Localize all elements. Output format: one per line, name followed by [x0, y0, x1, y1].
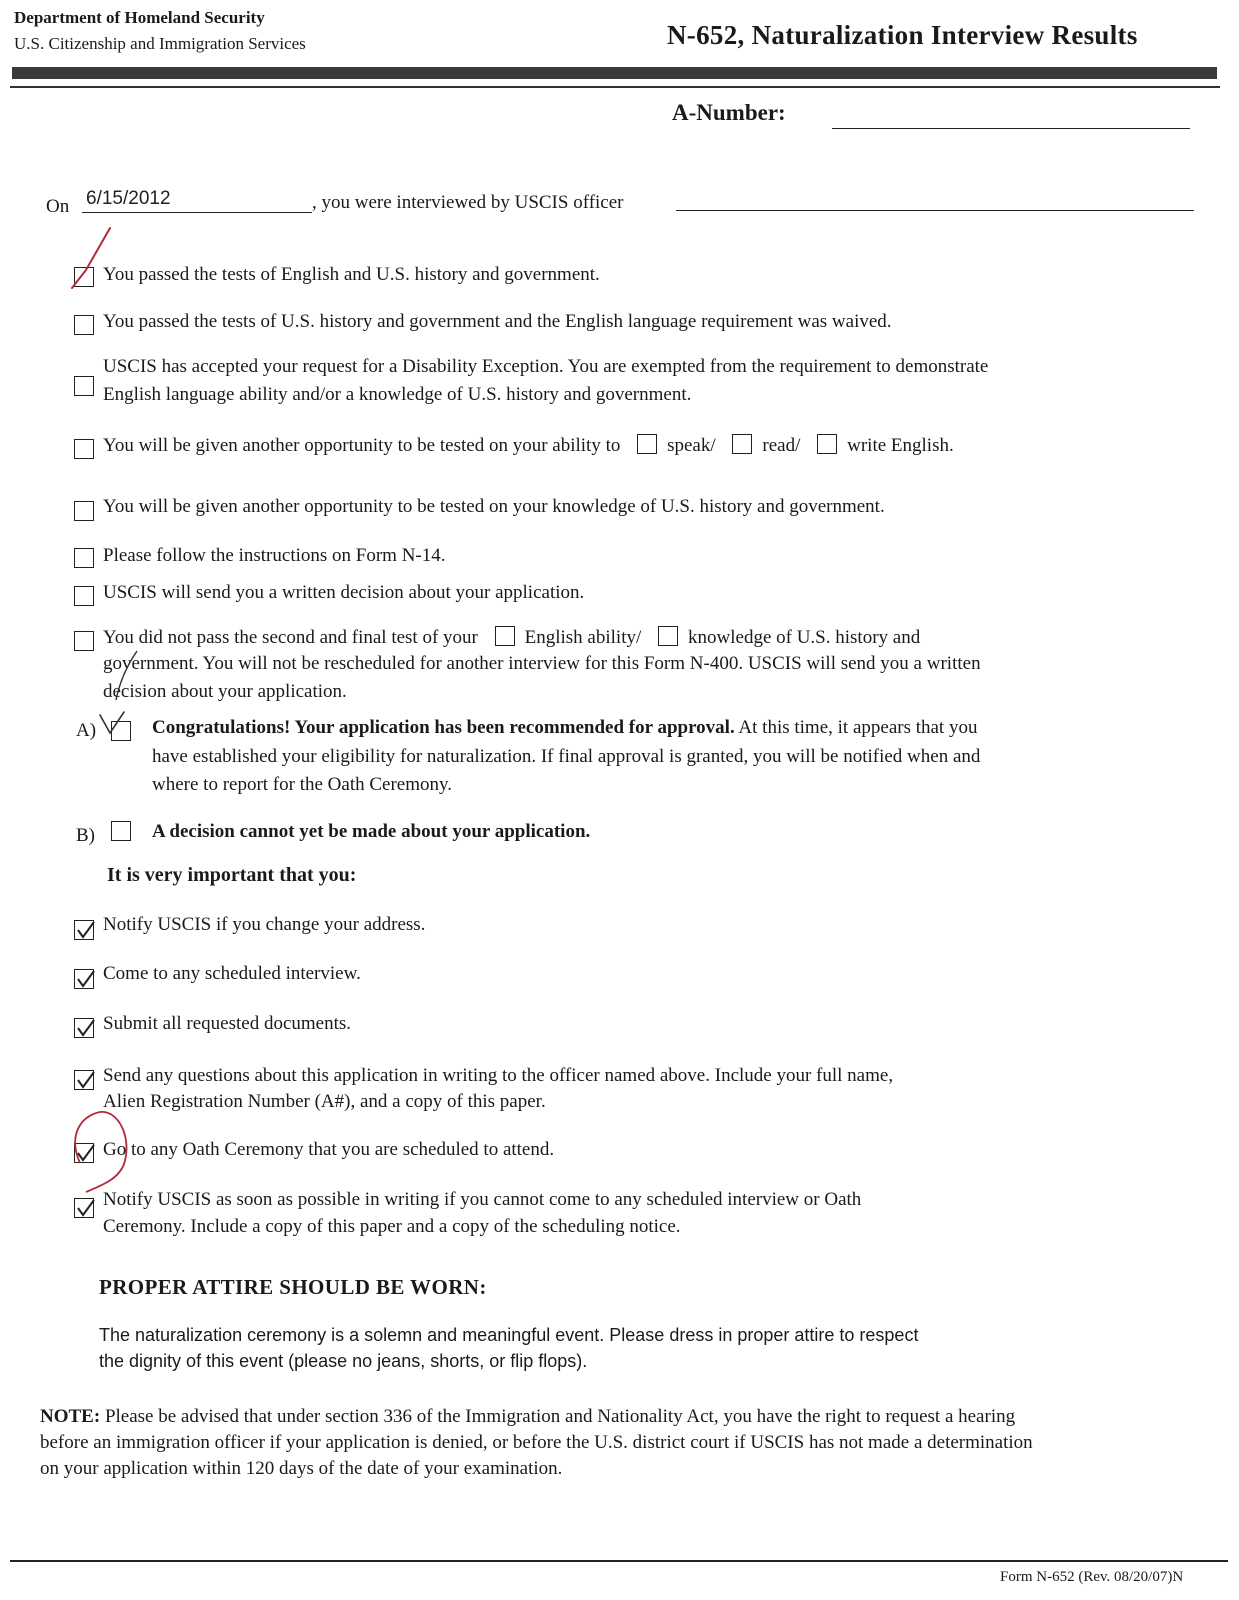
- attire-line1: The naturalization ceremony is a solemn and meaningful event. Please dress in proper attire to respect: [99, 1325, 919, 1345]
- interview-officer-text: , you were interviewed by USCIS officer: [312, 192, 624, 213]
- option-form-n14-checkbox[interactable]: [74, 548, 94, 568]
- option-a-approval-checkbox[interactable]: [111, 721, 131, 741]
- req-notify-cannot-come-line2: Ceremony. Include a copy of this paper and a copy of the scheduling notice.: [103, 1216, 681, 1237]
- failed-english-checkbox[interactable]: [495, 626, 515, 646]
- header-divider-thick: [12, 67, 1217, 79]
- checkmark-icon: [74, 1069, 98, 1093]
- option-failed-final-text: You did not pass the second and final test of your: [103, 627, 478, 648]
- option-failed-final-line3: decision about your application.: [103, 681, 347, 702]
- option-b-text: A decision cannot yet be made about your application.: [152, 821, 591, 842]
- option-a-bold: Congratulations! Your application has been recommended for approval.: [152, 717, 735, 738]
- option-retest-english-text: You will be given another opportunity to be tested on your ability to: [103, 435, 621, 456]
- req-notify-address-checkbox[interactable]: [74, 920, 94, 940]
- option-failed-final-row: [103, 624, 920, 651]
- form-title: N-652, Naturalization Interview Results: [667, 20, 1138, 50]
- option-retest-civics-text: You will be given another opportunity to be tested on your knowledge of U.S. history and government.: [103, 496, 885, 517]
- officer-name-field[interactable]: [676, 186, 1194, 211]
- option-a-text-line1: At this time, it appears that you: [734, 717, 978, 738]
- interview-date-field[interactable]: [82, 188, 312, 213]
- option-a-letter: A): [76, 720, 97, 741]
- option-passed-tests-checkbox[interactable]: [74, 267, 94, 287]
- req-come-interview-checkbox[interactable]: [74, 969, 94, 989]
- req-oath-ceremony-checkbox[interactable]: [74, 1143, 94, 1163]
- req-send-questions-line1: Send any questions about this application in writing to the officer named above. Include your full name,: [103, 1065, 894, 1086]
- retest-speak-label: speak/: [667, 435, 716, 456]
- agency-name: Department of Homeland Security: [14, 8, 265, 27]
- option-failed-final-line2: government. You will not be rescheduled for another interview for this Form N-400. USCIS will send you a written: [103, 653, 981, 674]
- option-english-waived-text: You passed the tests of U.S. history and government and the English language requirement was waived.: [103, 311, 892, 332]
- important-heading: It is very important that you:: [107, 864, 357, 886]
- req-notify-cannot-come-checkbox[interactable]: [74, 1198, 94, 1218]
- note-line2: before an immigration officer if your application is denied, or before the U.S. district court if USCIS has not made a determination: [40, 1432, 1033, 1453]
- option-written-decision-checkbox[interactable]: [74, 586, 94, 606]
- option-a-line3: where to report for the Oath Ceremony.: [152, 774, 453, 795]
- checkmark-icon: [74, 919, 98, 943]
- req-send-questions-line2: Alien Registration Number (A#), and a copy of this paper.: [103, 1091, 546, 1112]
- checkmark-icon: [74, 968, 98, 992]
- req-oath-ceremony-text: Go to any Oath Ceremony that you are scheduled to attend.: [103, 1139, 555, 1160]
- req-send-questions-checkbox[interactable]: [74, 1070, 94, 1090]
- option-disability-line2: English language ability and/or a knowledge of U.S. history and government.: [103, 384, 692, 405]
- footer-divider: [10, 1560, 1228, 1562]
- interview-prefix: On: [46, 196, 70, 217]
- retest-write-checkbox[interactable]: [817, 434, 837, 454]
- note-text-line1: Please be advised that under section 336 of the Immigration and Nationality Act, you have the right to request a hearing: [100, 1406, 1016, 1427]
- a-number-label: A-Number:: [672, 100, 786, 125]
- retest-read-checkbox[interactable]: [732, 434, 752, 454]
- option-b-undecided-checkbox[interactable]: [111, 821, 131, 841]
- note-label: NOTE:: [40, 1406, 101, 1427]
- checkmark-icon: [74, 1017, 98, 1041]
- failed-knowledge-checkbox[interactable]: [658, 626, 678, 646]
- failed-knowledge-label: knowledge of U.S. history and: [688, 627, 921, 648]
- option-retest-english-checkbox[interactable]: [74, 439, 94, 459]
- option-disability-exception-checkbox[interactable]: [74, 376, 94, 396]
- option-english-waived-checkbox[interactable]: [74, 315, 94, 335]
- option-retest-english-row: [103, 432, 954, 459]
- req-come-interview-text: Come to any scheduled interview.: [103, 963, 361, 984]
- option-failed-final-checkbox[interactable]: [74, 631, 94, 651]
- req-submit-documents-text: Submit all requested documents.: [103, 1013, 352, 1034]
- agency-subname: U.S. Citizenship and Immigration Services: [14, 34, 306, 53]
- header-divider-thin: [10, 86, 1220, 88]
- option-form-n14-text: Please follow the instructions on Form N-14.: [103, 545, 446, 566]
- checkmark-icon: [74, 1197, 98, 1221]
- checkmark-icon: [74, 1142, 98, 1166]
- option-a-line1: [152, 714, 977, 741]
- req-submit-documents-checkbox[interactable]: [74, 1018, 94, 1038]
- option-a-line2: have established your eligibility for naturalization. If final approval is granted, you will be notified when and: [152, 746, 981, 767]
- form-revision: Form N-652 (Rev. 08/20/07)N: [1000, 1569, 1184, 1585]
- option-disability-line1: USCIS has accepted your request for a Disability Exception. You are exempted from the requirement to demonstrate: [103, 356, 989, 377]
- option-written-decision-text: USCIS will send you a written decision about your application.: [103, 582, 585, 603]
- failed-english-label: English ability/: [524, 627, 642, 648]
- option-passed-tests-text: You passed the tests of English and U.S. history and government.: [103, 264, 600, 285]
- interview-date-value: 6/15/2012: [86, 188, 171, 209]
- option-retest-civics-checkbox[interactable]: [74, 501, 94, 521]
- attire-line2: the dignity of this event (please no jeans, shorts, or flip flops).: [99, 1351, 588, 1371]
- attire-heading: PROPER ATTIRE SHOULD BE WORN:: [99, 1275, 487, 1299]
- a-number-field[interactable]: [832, 128, 1190, 129]
- retest-read-label: read/: [762, 435, 801, 456]
- req-notify-address-text: Notify USCIS if you change your address.: [103, 914, 426, 935]
- note-line3: on your application within 120 days of the date of your examination.: [40, 1458, 563, 1479]
- option-b-letter: B): [76, 825, 95, 846]
- req-notify-cannot-come-line1: Notify USCIS as soon as possible in writing if you cannot come to any scheduled interview or Oath: [103, 1189, 862, 1210]
- retest-speak-checkbox[interactable]: [637, 434, 657, 454]
- note-line1: [40, 1403, 1015, 1430]
- retest-write-label: write English.: [847, 435, 954, 456]
